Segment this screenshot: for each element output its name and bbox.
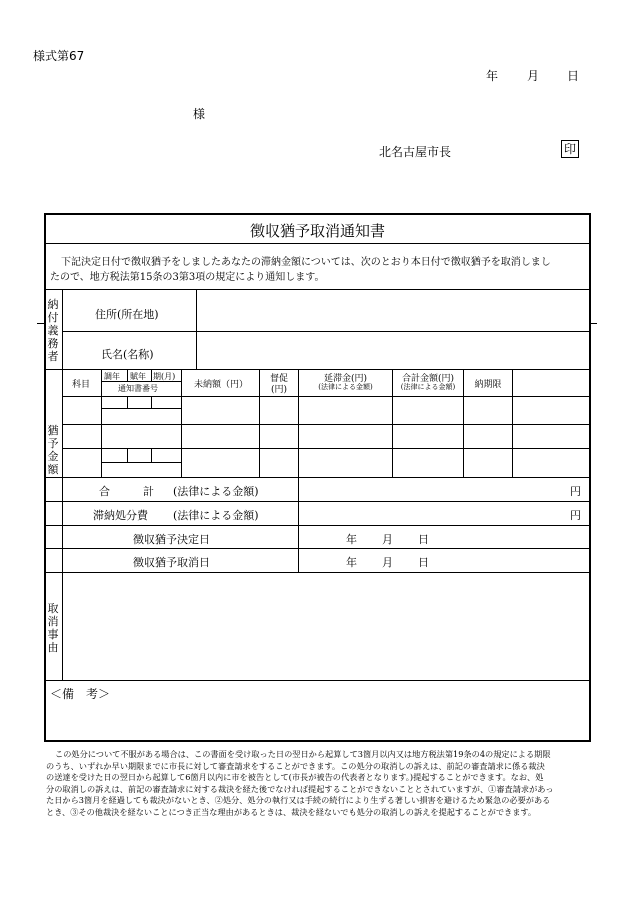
fee-yen: 円	[570, 509, 581, 522]
form-number: 様式第67	[33, 49, 85, 63]
fee-label: 滞納処分費	[93, 509, 148, 522]
sender-name: 北名古屋市長	[379, 145, 452, 159]
col-delinquency: 延滞金(円)	[323, 374, 368, 384]
left-tick	[37, 323, 44, 324]
col-notice-number: 通知書番号	[118, 384, 158, 393]
appeal-line-5: た日から3箇月を経過しても裁決がないとき、②処分、処分の執行又は手続の続行により生ずる著しい損害を避けるため緊急の必要がある	[46, 795, 551, 805]
taxpayer-group-label: 納付義務者	[47, 298, 59, 363]
address-label: 住所(所在地)	[95, 308, 159, 321]
col-total-note: (法律による金額)	[400, 383, 456, 391]
cancel-day-unit: 日	[418, 556, 429, 569]
decision-month-unit: 月	[382, 533, 393, 546]
decision-date-label: 徴収猶予決定日	[133, 533, 210, 546]
appeal-line-4: 分の取消しの訴えは、前記の審査請求に対する裁決を経た後でなければ提起することができないこととされていますが、①審査請求があっ	[46, 783, 554, 794]
appeal-line-3: の送達を受けた日の翌日から起算して6箇月以内に市を被告として(市長が被告の代表者となります。)提起することができます。なお、処	[46, 772, 544, 782]
fee-note: (法律による金額)	[173, 509, 259, 522]
name-label: 氏名(名称)	[101, 348, 154, 361]
col-demand-unit: (円)	[270, 385, 288, 395]
col-due-date: 納期限	[474, 380, 502, 390]
col-assess-year: 賦年	[130, 372, 146, 381]
cancel-month-unit: 月	[382, 556, 393, 569]
sum-note: (法律による金額)	[173, 485, 259, 498]
sum-yen: 円	[570, 485, 581, 498]
appeal-line-1: この処分について不服がある場合は、この書面を受け取った日の翌日から起算して3箇月以内又は地方税法第19条の4の規定による期限	[55, 749, 551, 759]
right-tick	[590, 323, 597, 324]
cancel-date-label: 徴収猶予取消日	[133, 556, 210, 569]
col-item: 科目	[72, 380, 91, 390]
intro-line-1: 下記決定日付で徴収猶予をしましたあなたの滞納金額については、次のとおり本日付で徴収猶予を取消しまし	[61, 257, 551, 268]
decision-year-unit: 年	[346, 533, 357, 546]
cancel-year-unit: 年	[346, 556, 357, 569]
appeal-line-2: のうち、いずれか早い期限までに市長に対して審査請求をすることができます。この処分の取消しの訴えは、前記の審査請求に係る裁決	[46, 760, 545, 771]
date-day: 日	[567, 69, 580, 83]
col-tax-year: 調年	[104, 372, 120, 381]
remarks-label: ＜備 考＞	[50, 687, 111, 701]
appeal-line-6: とき、③その他裁決を経ないことにつき正当な理由があるときは、裁決を経ないでも処分の取消しの訴えを提起することができます。	[46, 806, 537, 817]
appeal-notice	[46, 749, 596, 818]
col-demand: 督促	[269, 374, 288, 384]
sum-label: 合 計	[99, 485, 154, 498]
col-period: 期(月)	[153, 372, 176, 381]
col-total: 合計金額(円)	[401, 374, 455, 384]
reason-label: 取消事由	[47, 602, 59, 654]
addressee-suffix: 様	[193, 107, 206, 121]
col-delinquency-note: (法律による金額)	[318, 383, 373, 391]
decision-day-unit: 日	[418, 533, 429, 546]
amount-group-label: 猶予金額	[47, 424, 59, 476]
seal-mark: 印	[561, 140, 579, 158]
date-month: 月	[527, 69, 540, 83]
intro-line-2: たので、地方税法第15条の3第3項の規定により通知します。	[50, 272, 325, 283]
date-year: 年	[486, 69, 499, 83]
form-title: 徴収猶予取消通知書	[249, 222, 385, 240]
col-unpaid: 未納額（円）	[194, 380, 249, 390]
